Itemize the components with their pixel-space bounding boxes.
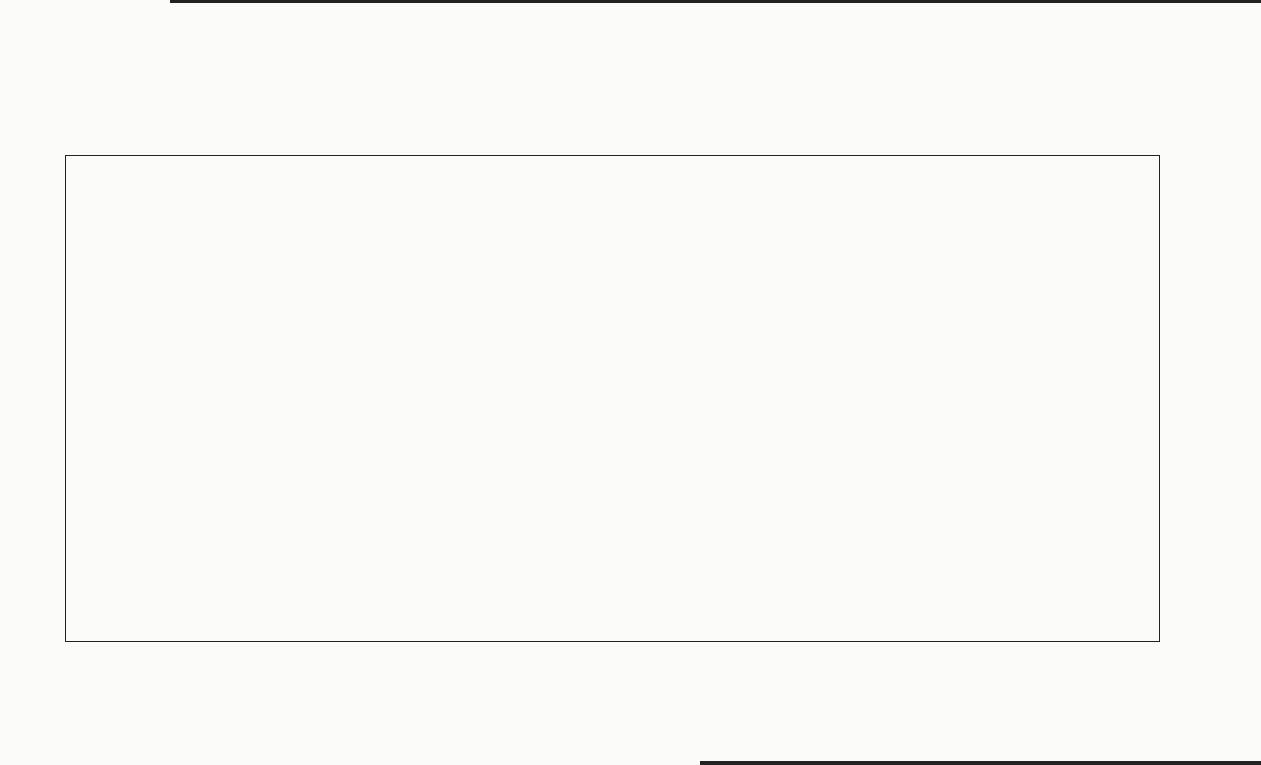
scan-edge-top bbox=[170, 0, 1261, 3]
scan-edge-bottom bbox=[700, 761, 1261, 765]
completion-table bbox=[65, 155, 1160, 642]
